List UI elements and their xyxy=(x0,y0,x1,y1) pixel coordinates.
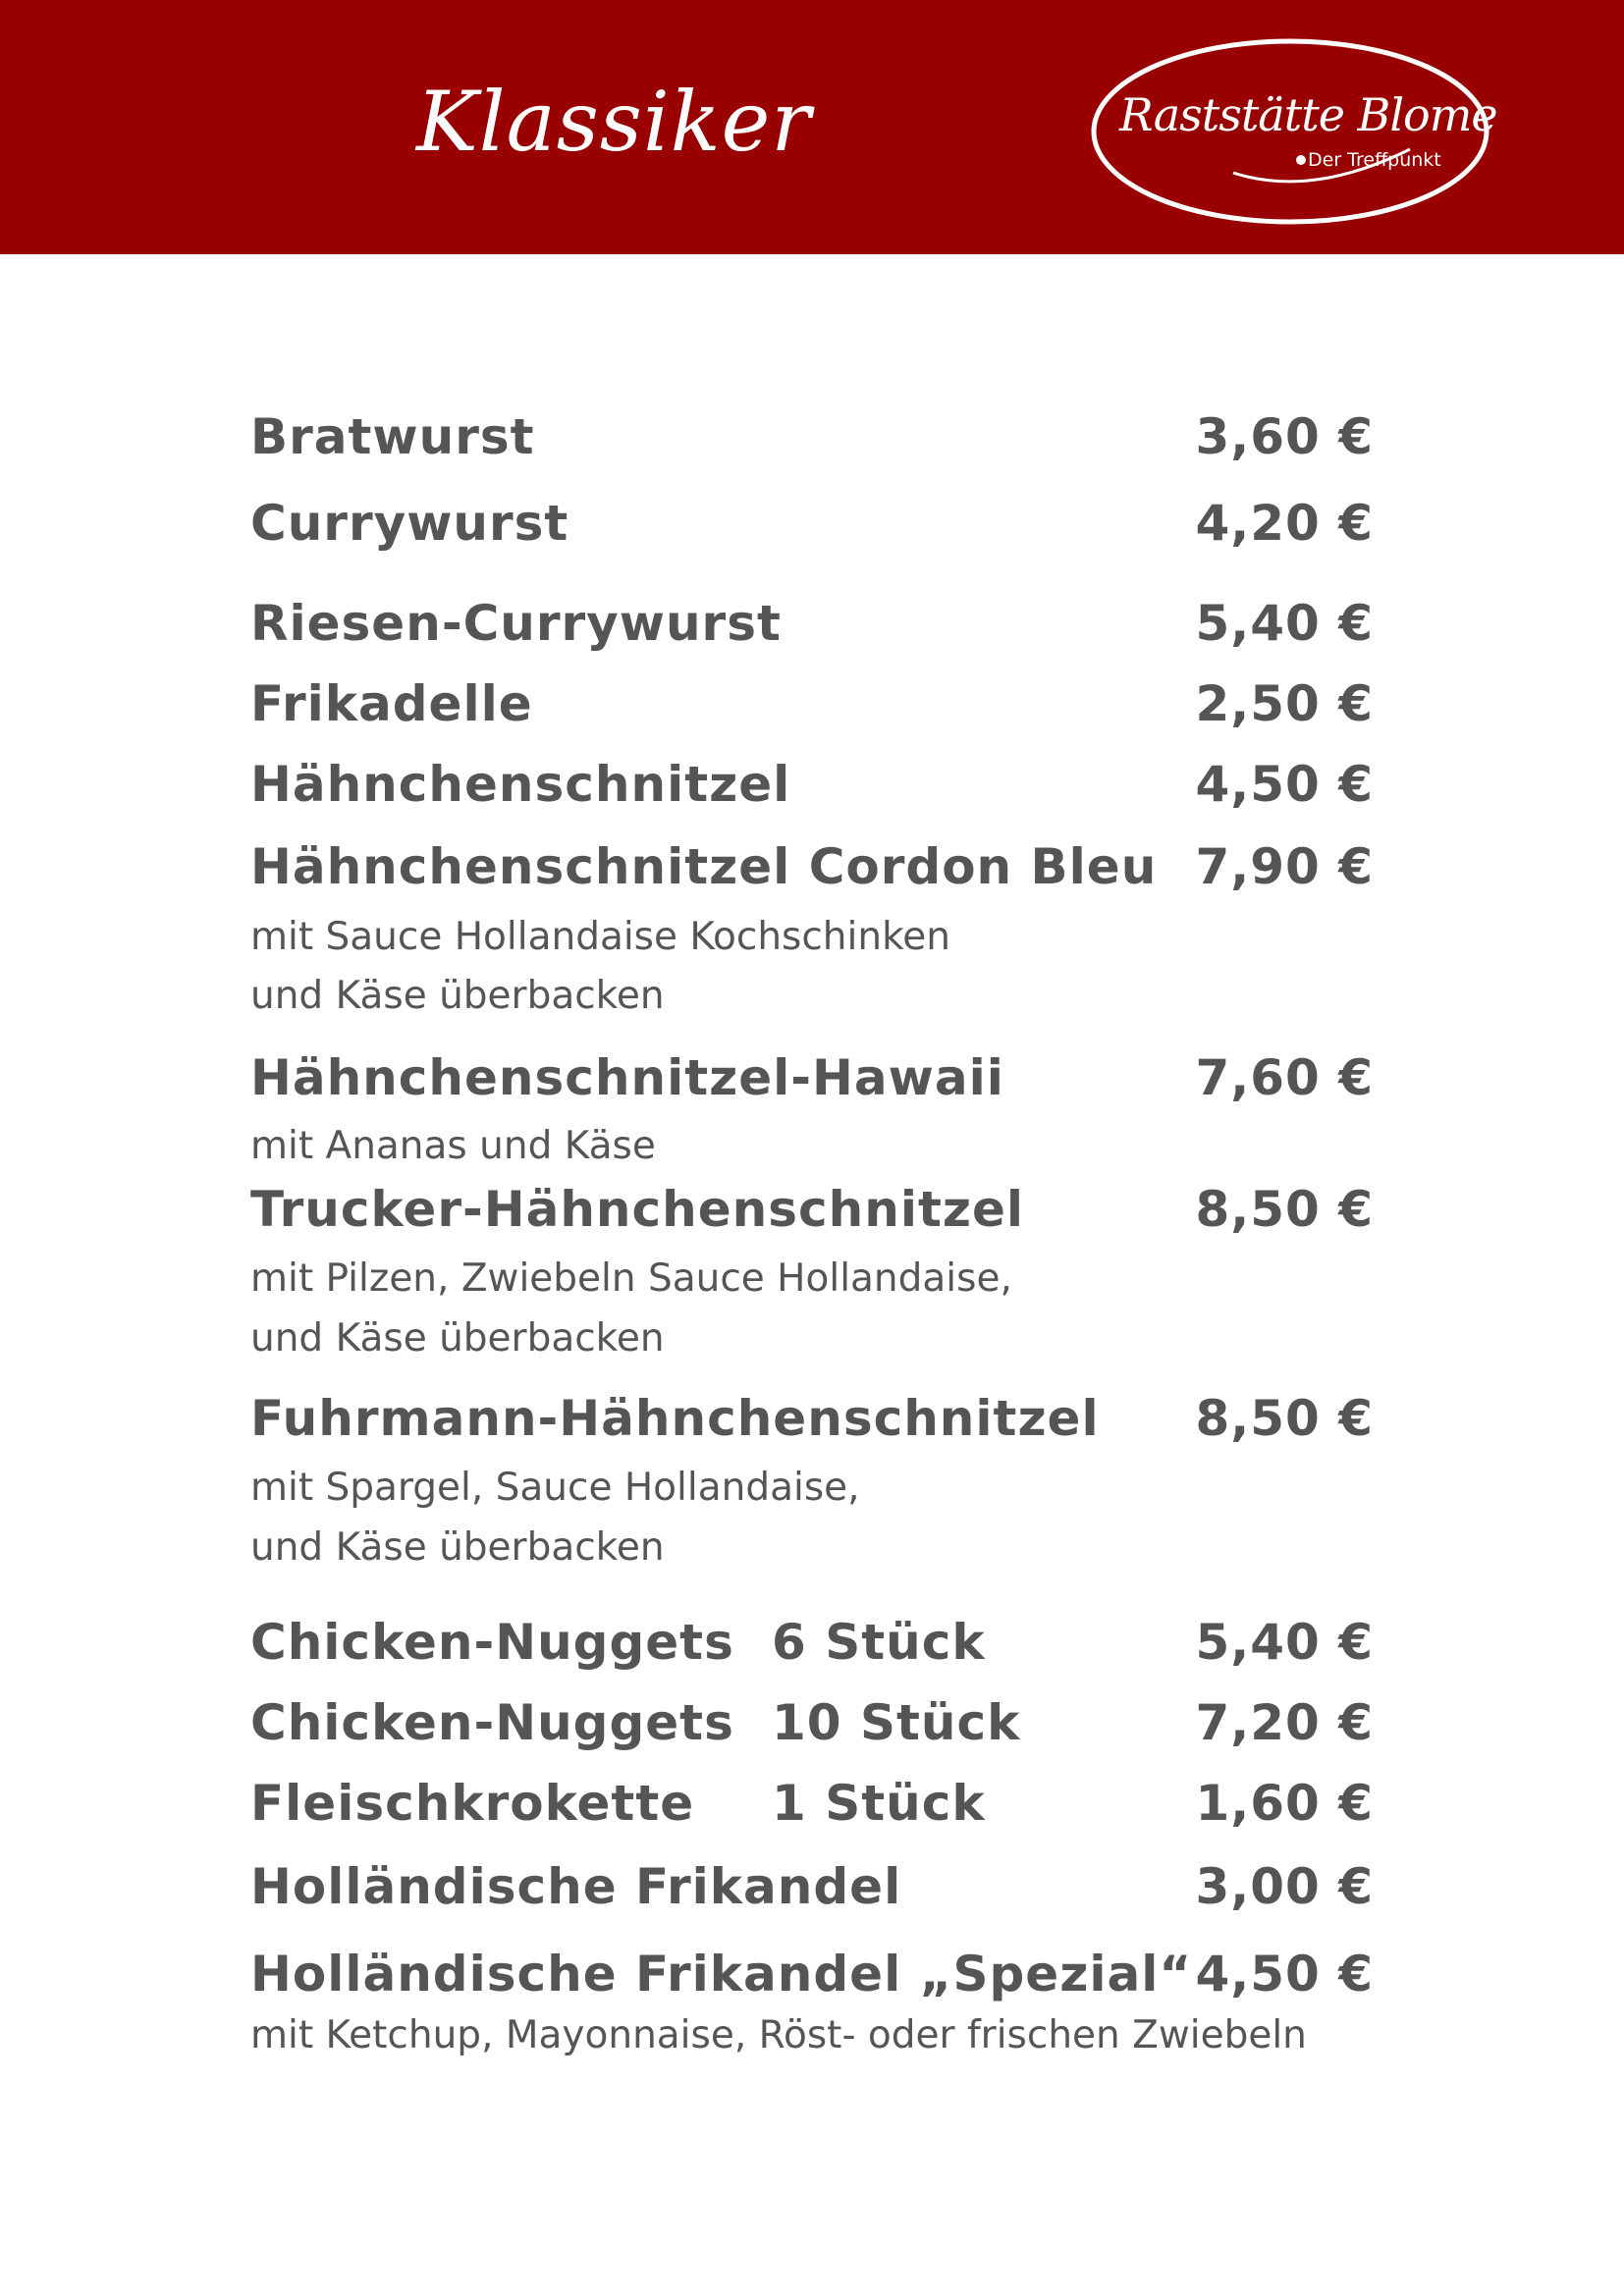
menu-item-price: 5,40 € xyxy=(1195,1614,1374,1671)
menu-item-price: 7,90 € xyxy=(1195,838,1374,895)
menu-item-name: Chicken-Nuggets xyxy=(250,1694,734,1751)
menu-item-price: 7,20 € xyxy=(1195,1694,1374,1751)
menu-item-name: Riesen-Currywurst xyxy=(250,595,782,652)
menu-item-price: 1,60 € xyxy=(1195,1775,1374,1832)
menu-item-price: 4,50 € xyxy=(1195,756,1374,813)
menu-item-desc: mit Sauce Hollandaise Kochschinken xyxy=(250,915,950,959)
menu-item-name: Trucker-Hähnchenschnitzel xyxy=(250,1181,1025,1238)
menu-item-name: Holländische Frikandel „Spezial“ xyxy=(250,1946,1193,2002)
menu-item-name: Fuhrmann-Hähnchenschnitzel xyxy=(250,1390,1100,1447)
menu-item-qty: 10 Stück xyxy=(772,1694,1021,1751)
menu-item-desc: mit Ananas und Käse xyxy=(250,1124,656,1168)
menu-item-desc: mit Ketchup, Mayonnaise, Röst- oder frischen Zwiebeln xyxy=(250,2013,1307,2057)
menu-item-desc: mit Pilzen, Zwiebeln Sauce Hollandaise, xyxy=(250,1256,1012,1301)
menu-item-price: 3,00 € xyxy=(1195,1858,1374,1915)
menu-item-name: Fleischkrokette xyxy=(250,1775,695,1832)
menu-item-price: 8,50 € xyxy=(1195,1390,1374,1447)
menu-item-price: 3,60 € xyxy=(1195,408,1374,465)
menu-item-name: Holländische Frikandel xyxy=(250,1858,902,1915)
menu-item-name: Bratwurst xyxy=(250,408,535,465)
page-title: Klassiker xyxy=(416,74,812,170)
menu-item-name: Chicken-Nuggets xyxy=(250,1614,734,1671)
menu-item-qty: 6 Stück xyxy=(772,1614,986,1671)
menu-item-desc: und Käse überbacken xyxy=(250,1316,665,1361)
menu-item-price: 5,40 € xyxy=(1195,595,1374,652)
logo-name: Raststätte Blome xyxy=(1119,88,1497,141)
menu-item-price: 4,50 € xyxy=(1195,1946,1374,2002)
logo-tagline: Der Treffpunkt xyxy=(1308,149,1441,171)
menu-item-name: Hähnchenschnitzel-Hawaii xyxy=(250,1049,1004,1106)
menu-item-name: Frikadelle xyxy=(250,675,533,732)
menu-item-desc: und Käse überbacken xyxy=(250,1525,665,1570)
menu-item-desc: mit Spargel, Sauce Hollandaise, xyxy=(250,1466,860,1510)
menu-item-price: 7,60 € xyxy=(1195,1049,1374,1106)
menu-item-name: Hähnchenschnitzel Cordon Bleu xyxy=(250,838,1158,895)
menu-item-price: 8,50 € xyxy=(1195,1181,1374,1238)
menu-item-price: 2,50 € xyxy=(1195,675,1374,732)
menu-item-qty: 1 Stück xyxy=(772,1775,986,1832)
menu-item-name: Hähnchenschnitzel xyxy=(250,756,791,813)
menu-item-desc: und Käse überbacken xyxy=(250,974,665,1018)
menu-item-price: 4,20 € xyxy=(1195,495,1374,552)
menu-item-name: Currywurst xyxy=(250,495,569,552)
